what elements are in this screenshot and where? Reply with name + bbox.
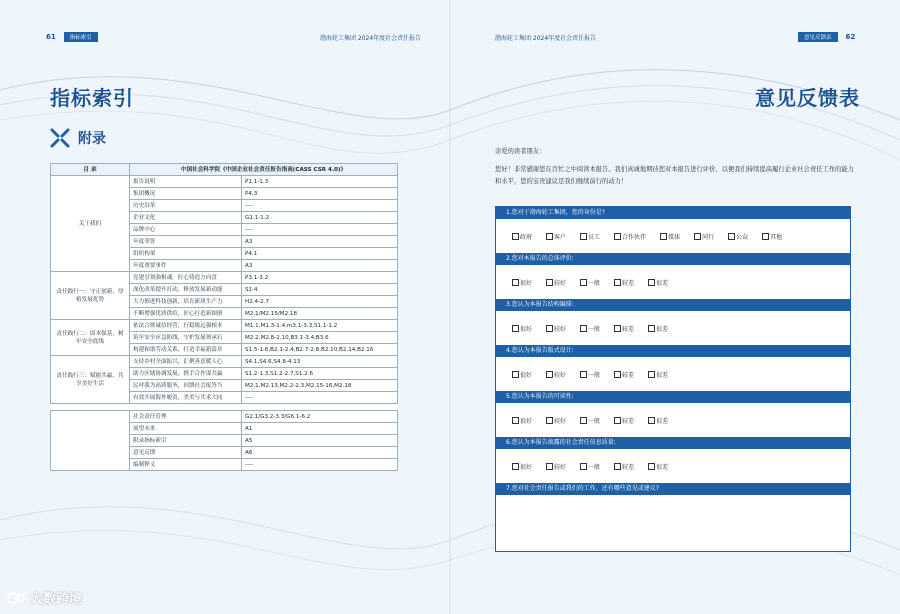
right-page-title: 意见反馈表 (755, 86, 860, 110)
watermark (6, 588, 82, 607)
option-label: 很差 (656, 325, 669, 333)
section-cell: 责任践行一：守正创新，厚植发展优势 (51, 272, 130, 320)
item-cell: 年度荣誉 (130, 236, 242, 248)
checkbox-square-icon[interactable] (762, 233, 769, 240)
option-label: 客户 (554, 233, 567, 241)
item-cell: 助力区域协调发展，携手合作谋共赢 (130, 368, 242, 380)
option-checkbox[interactable] (648, 462, 668, 471)
option-checkbox[interactable] (512, 278, 532, 287)
option-label: 很差 (656, 371, 669, 379)
option-checkbox[interactable] (546, 462, 566, 471)
code-cell: ---- (242, 224, 398, 236)
option-checkbox[interactable] (546, 416, 566, 425)
checkbox-square-icon[interactable] (580, 279, 587, 286)
code-cell: A5 (242, 435, 398, 447)
checkbox-square-icon[interactable] (546, 463, 553, 470)
intro-paragraph: 您好！非常感谢您在百忙之中阅读本报告。我们真诚地期待您对本报告进行评价，以便我们持续提高履行企业社会责任工作的能力和水平，您的宝贵建议是我们继续前行的动力！ (495, 166, 854, 185)
option-checkbox[interactable] (648, 324, 668, 333)
code-cell: G2.1/G3.2-3.3/G6.1-6.2 (242, 411, 398, 423)
table-gap-row (51, 404, 398, 411)
table-row (51, 176, 398, 188)
option-checkbox[interactable] (614, 232, 646, 241)
checkbox-square-icon[interactable] (512, 233, 519, 240)
option-checkbox[interactable] (614, 416, 634, 425)
checkbox-square-icon[interactable] (648, 463, 655, 470)
option-label: 很好 (520, 279, 533, 287)
option-label: 较差 (622, 325, 635, 333)
item-cell: 有效开展海外履责，美美与共求大同 (130, 392, 242, 404)
code-cell: M2.1,M2.13,M2.2-2.3,M2.15-16,M2.18 (242, 380, 398, 392)
option-label: 员工 (588, 233, 601, 241)
code-cell: ---- (242, 392, 398, 404)
option-label: 较差 (622, 371, 635, 379)
code-cell: ---- (242, 200, 398, 212)
item-cell: 集团概况 (130, 188, 242, 200)
feedback-question (496, 253, 850, 299)
item-cell: 构建和谐劳动关系，打造幸福新篇章 (130, 344, 242, 356)
option-label: 公众 (736, 233, 749, 241)
checkbox-square-icon[interactable] (546, 279, 553, 286)
option-checkbox[interactable] (648, 278, 668, 287)
section-cell: 责任践行三：赋能共赢，共享美好生活 (51, 356, 130, 404)
option-checkbox[interactable] (580, 462, 600, 471)
feedback-form (495, 206, 851, 552)
option-checkbox[interactable] (580, 278, 600, 287)
option-label: 较好 (554, 325, 567, 333)
option-label: 一般 (588, 371, 601, 379)
item-cell: 企业文化 (130, 212, 242, 224)
left-page-number: 61 (46, 33, 56, 41)
option-label: 媒体 (668, 233, 681, 241)
item-cell: 年度重要事件 (130, 260, 242, 272)
option-label: 较差 (622, 463, 635, 471)
feedback-question (496, 207, 850, 253)
question-header: 5.您认为本报告的可读性: (496, 391, 850, 403)
option-checkbox[interactable] (546, 232, 566, 241)
option-label: 较好 (554, 371, 567, 379)
option-label: 较差 (622, 417, 635, 425)
option-checkbox[interactable] (512, 232, 532, 241)
checkbox-square-icon[interactable] (614, 279, 621, 286)
code-cell: A3 (242, 260, 398, 272)
code-cell: S4.1,S4.6,S4.8-4.13 (242, 356, 398, 368)
option-checkbox[interactable] (614, 462, 634, 471)
left-header-tag: 指标索引 (64, 32, 98, 42)
option-label: 很好 (520, 325, 533, 333)
option-checkbox[interactable] (694, 232, 714, 241)
left-page-header (46, 30, 98, 44)
option-checkbox[interactable] (580, 416, 600, 425)
right-page-number: 62 (845, 33, 856, 41)
code-cell: M2.2,M2.8-2.10,B3.1-3.4,B3.6 (242, 332, 398, 344)
code-cell: S1.5-1.6,B2.1-2.4,B2.7-2.8,B2.10,B2.14,B2.16 (242, 344, 398, 356)
code-cell: P3.1-3.2 (242, 272, 398, 284)
feedback-question (496, 345, 850, 391)
option-label: 很差 (656, 417, 669, 425)
option-checkbox[interactable] (762, 232, 782, 241)
code-cell: S1.2-1.3,S1.2-2.7,S1.2.6 (242, 368, 398, 380)
appendix-heading (50, 128, 106, 148)
checkbox-square-icon[interactable] (614, 417, 621, 424)
option-checkbox[interactable] (512, 324, 532, 333)
option-checkbox[interactable] (546, 370, 566, 379)
question-header: 3.您认为本报告结构编排: (496, 299, 850, 311)
code-cell: H2.4-2.7 (242, 296, 398, 308)
option-label: 很好 (520, 463, 533, 471)
question-options (496, 449, 850, 483)
option-checkbox[interactable] (546, 324, 566, 333)
option-checkbox[interactable] (512, 462, 532, 471)
item-cell: 意见反馈 (130, 447, 242, 459)
question-header: 4.您认为本报告版式设计: (496, 345, 850, 357)
option-checkbox[interactable] (580, 370, 600, 379)
item-cell: 深化改革提升打动，释放发展新动能 (130, 284, 242, 296)
question-header: 1.您对于渤海轮工集团，您的身份是? (496, 207, 850, 219)
question-header: 7.您对社会责任报告或我们的工作，还有哪些意见或建议? (496, 483, 850, 495)
index-table (50, 163, 398, 471)
question-options (496, 265, 850, 299)
option-checkbox[interactable] (546, 278, 566, 287)
code-cell: ---- (242, 459, 398, 471)
option-checkbox[interactable] (614, 324, 634, 333)
checkbox-square-icon[interactable] (614, 371, 621, 378)
greeting: 亲爱的读者朋友： (495, 148, 546, 155)
code-cell: P1.1-1.3 (242, 176, 398, 188)
checkbox-square-icon[interactable] (512, 279, 519, 286)
item-cell: 附录指标索引 (130, 435, 242, 447)
checkbox-square-icon[interactable] (546, 371, 553, 378)
gap-cell (51, 404, 398, 411)
appendix-label: 附录 (78, 131, 106, 147)
item-cell: 历史沿革 (130, 200, 242, 212)
option-checkbox[interactable] (728, 232, 748, 241)
feedback-question (496, 437, 850, 483)
option-label: 一般 (588, 325, 601, 333)
left-page-title: 指标索引 (50, 86, 134, 110)
item-cell: 组织构架 (130, 248, 242, 260)
question-header: 6.您认为本报告披露的社会责任信息质量: (496, 437, 850, 449)
checkbox-square-icon[interactable] (580, 233, 587, 240)
item-cell: 编制释义 (130, 459, 242, 471)
option-label: 政府 (520, 233, 533, 241)
section-cell: 责任践行二：固本强基，树牢安全底线 (51, 320, 130, 356)
option-label: 其他 (770, 233, 783, 241)
item-cell: 筑牢安全应急防线，守护发展领承石 (130, 332, 242, 344)
code-cell: A6 (242, 447, 398, 459)
feedback-question (496, 483, 850, 539)
watermark-logo-icon (6, 590, 26, 606)
item-cell: 报告说明 (130, 176, 242, 188)
checkbox-square-icon[interactable] (546, 325, 553, 332)
table-row (51, 272, 398, 284)
option-checkbox[interactable] (580, 324, 600, 333)
question-options (496, 357, 850, 391)
checkbox-square-icon[interactable] (648, 371, 655, 378)
option-checkbox[interactable] (512, 370, 532, 379)
option-checkbox[interactable] (648, 370, 668, 379)
option-label: 很好 (520, 417, 533, 425)
option-label: 一般 (588, 279, 601, 287)
checkbox-square-icon[interactable] (580, 417, 587, 424)
code-cell: A1 (242, 423, 398, 435)
code-cell: P4.1 (242, 248, 398, 260)
section-cell (51, 411, 130, 471)
option-label: 合作伙伴 (622, 233, 647, 241)
item-cell: 品牌中心 (130, 224, 242, 236)
right-header-text: 渤海轮工集团 2024年度社会责任报告 (495, 34, 597, 42)
option-checkbox[interactable] (648, 416, 668, 425)
watermark-text: 大数跨境 (30, 592, 83, 607)
item-cell: 党建引领强根魂，匠心铸造方向盘 (130, 272, 242, 284)
question-options (496, 403, 850, 437)
checkbox-square-icon[interactable] (648, 417, 655, 424)
code-cell: S1.4 (242, 284, 398, 296)
item-cell: 展望未来 (130, 423, 242, 435)
left-header-text: 渤海轮工集团 2024年度社会责任报告 (320, 34, 422, 42)
code-cell: M1.1,M1.3-1.4,m3.1-3.3,S1.1-1.2 (242, 320, 398, 332)
appendix-icon (50, 128, 70, 148)
open-answer-area[interactable] (496, 495, 850, 539)
option-label: 较好 (554, 463, 567, 471)
right-header-tag: 意见反馈表 (798, 32, 838, 42)
option-label: 较差 (622, 279, 635, 287)
option-label: 很差 (656, 463, 669, 471)
checkbox-square-icon[interactable] (728, 233, 735, 240)
checkbox-square-icon[interactable] (580, 325, 587, 332)
option-checkbox[interactable] (512, 416, 532, 425)
checkbox-square-icon[interactable] (546, 417, 553, 424)
code-cell: A3 (242, 236, 398, 248)
table-row (51, 411, 398, 423)
checkbox-square-icon[interactable] (512, 325, 519, 332)
checkbox-square-icon[interactable] (512, 371, 519, 378)
checkbox-square-icon[interactable] (512, 417, 519, 424)
checkbox-square-icon[interactable] (546, 233, 553, 240)
checkbox-square-icon[interactable] (648, 279, 655, 286)
item-cell: 依法合规诚信经营，行稳致远强根本 (130, 320, 242, 332)
item-cell: 社会责任管理 (130, 411, 242, 423)
checkbox-square-icon[interactable] (694, 233, 701, 240)
item-cell: 大力推进科技创新，培育新质生产力 (130, 296, 242, 308)
option-checkbox[interactable] (614, 370, 634, 379)
option-label: 一般 (588, 417, 601, 425)
option-checkbox[interactable] (614, 278, 634, 287)
option-label: 同行 (702, 233, 715, 241)
option-checkbox[interactable] (660, 232, 680, 241)
feedback-question (496, 391, 850, 437)
checkbox-square-icon[interactable] (512, 463, 519, 470)
option-label: 很好 (520, 371, 533, 379)
item-cell: 民呼我为高质服务，回馈社会报答当 (130, 380, 242, 392)
option-label: 很差 (656, 279, 669, 287)
table-head-directory: 目 录 (51, 164, 130, 176)
section-cell: 关于我们 (51, 176, 130, 272)
checkbox-square-icon[interactable] (614, 463, 621, 470)
option-label: 一般 (588, 463, 601, 471)
code-cell: P4.3 (242, 188, 398, 200)
code-cell: G1.1-1.2 (242, 212, 398, 224)
question-options (496, 219, 850, 253)
feedback-question (496, 299, 850, 345)
option-label: 较好 (554, 279, 567, 287)
checkbox-square-icon[interactable] (660, 233, 667, 240)
table-row (51, 356, 398, 368)
checkbox-square-icon[interactable] (614, 325, 621, 332)
table-head-guide: 中国社会科学院《中国企业社会责任报告指南(CASS CSR 4.0)》 (130, 164, 398, 176)
question-header: 2.您对本报告的总体评价: (496, 253, 850, 265)
item-cell: 支持乡村全面振兴，汇聚善意暖人心 (130, 356, 242, 368)
checkbox-square-icon[interactable] (580, 463, 587, 470)
checkbox-square-icon[interactable] (648, 325, 655, 332)
table-row (51, 320, 398, 332)
checkbox-square-icon[interactable] (580, 371, 587, 378)
checkbox-square-icon[interactable] (614, 233, 621, 240)
question-options (496, 311, 850, 345)
item-cell: 不断增强优质供给，匠心打造新图册 (130, 308, 242, 320)
option-label: 较好 (554, 417, 567, 425)
option-checkbox[interactable] (580, 232, 600, 241)
right-page-header (798, 30, 855, 44)
code-cell: M2.1/M2.15/M2.18 (242, 308, 398, 320)
